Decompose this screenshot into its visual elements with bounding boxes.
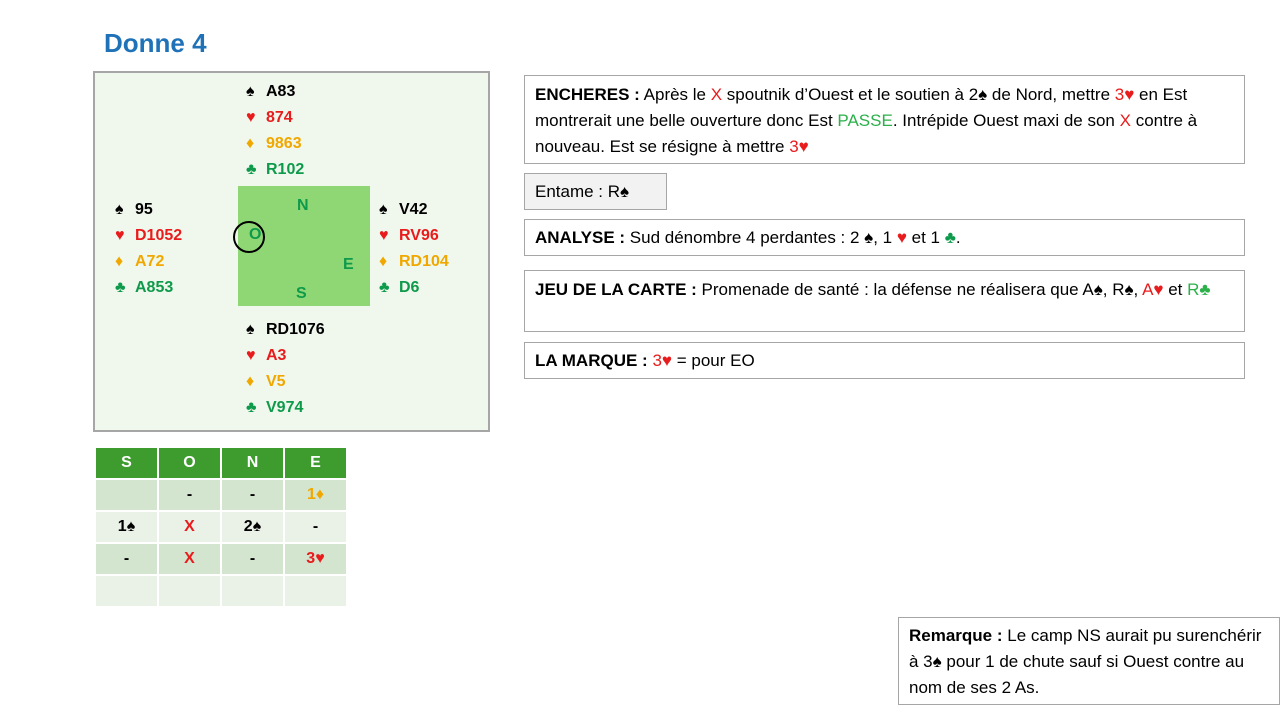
club-icon: ♣ bbox=[379, 279, 390, 296]
heart-icon: ♥ bbox=[246, 109, 256, 126]
south-hand bbox=[246, 317, 325, 421]
east-clubs: D6 bbox=[399, 279, 420, 296]
bid-cell bbox=[221, 575, 284, 607]
dealer-circle-icon bbox=[233, 221, 265, 253]
marque-bid: 3♥ bbox=[652, 351, 672, 370]
jeu-text: et bbox=[1163, 280, 1188, 299]
south-diamonds: V5 bbox=[266, 373, 286, 390]
bidding-header-o: O bbox=[158, 447, 221, 479]
bidding-row bbox=[95, 479, 347, 511]
diamond-icon: ♦ bbox=[246, 373, 255, 390]
heart-icon: ♥ bbox=[379, 227, 389, 244]
remarque-text: Le camp NS aurait pu surenchérir à 3♠ pour 1 de chute sauf si Ouest contre au nom de ses 2 As. bbox=[909, 626, 1262, 697]
encheres-x2: X bbox=[1119, 111, 1131, 130]
club-icon: ♣ bbox=[246, 161, 257, 178]
encheres-text: Après le bbox=[639, 85, 711, 104]
encheres-x1: X bbox=[710, 85, 723, 104]
spade-icon: ♠ bbox=[115, 201, 124, 218]
club-icon: ♣ bbox=[246, 399, 257, 416]
spade-icon: ♠ bbox=[246, 83, 255, 100]
west-hand bbox=[115, 197, 182, 301]
bidding-header-e: E bbox=[284, 447, 347, 479]
east-hand bbox=[379, 197, 449, 301]
bid-cell bbox=[284, 575, 347, 607]
jeu-text: Promenade de santé : la défense ne réalisera que A♠, R♠, bbox=[696, 280, 1143, 299]
page-title: Donne 4 bbox=[104, 28, 207, 58]
north-hearts: 874 bbox=[266, 109, 293, 126]
compass-south: S bbox=[296, 285, 307, 302]
south-hearts: A3 bbox=[266, 347, 287, 364]
analyse-label: ANALYSE : bbox=[535, 228, 626, 247]
diamond-icon: ♦ bbox=[379, 253, 388, 270]
encheres-text: en Est montrerait une belle ouverture donc Est bbox=[535, 85, 1188, 130]
north-diamonds: 9863 bbox=[266, 135, 302, 152]
west-clubs: A853 bbox=[135, 279, 174, 296]
marque-text: = pour EO bbox=[672, 351, 755, 370]
bid-cell: X bbox=[158, 543, 221, 575]
bidding-row bbox=[95, 575, 347, 607]
encheres-passe: PASSE bbox=[837, 111, 893, 130]
jeu-rc: R♣ bbox=[1187, 280, 1211, 299]
entame-text: Entame : R♠ bbox=[535, 182, 630, 201]
bid-cell: - bbox=[221, 479, 284, 511]
west-spades: 95 bbox=[135, 201, 153, 218]
south-spades: RD1076 bbox=[266, 321, 325, 338]
entame-box bbox=[524, 173, 667, 210]
bidding-header-n: N bbox=[221, 447, 284, 479]
jeu-box bbox=[524, 270, 1245, 332]
north-clubs: R102 bbox=[266, 161, 305, 178]
bidding-header-s: S bbox=[95, 447, 158, 479]
bid-cell: - bbox=[221, 543, 284, 575]
east-spades: V42 bbox=[399, 201, 428, 218]
bid-cell bbox=[95, 479, 158, 511]
remarque-box bbox=[898, 617, 1280, 705]
spade-icon: ♠ bbox=[246, 321, 255, 338]
bid-cell: - bbox=[284, 511, 347, 543]
north-spades: A83 bbox=[266, 83, 296, 100]
heart-icon: ♥ bbox=[246, 347, 256, 364]
analyse-text: Sud dénombre 4 perdantes : 2 ♠, 1 bbox=[625, 228, 897, 247]
compass-north: N bbox=[297, 197, 309, 214]
bid-cell: 3♥ bbox=[284, 543, 347, 575]
encheres-box bbox=[524, 75, 1245, 164]
bid-cell: X bbox=[158, 511, 221, 543]
remarque-label: Remarque : bbox=[909, 626, 1003, 645]
club-icon: ♣ bbox=[115, 279, 126, 296]
bid-cell: 1♦ bbox=[284, 479, 347, 511]
encheres-text: . Intrépide Ouest maxi de son bbox=[892, 111, 1120, 130]
west-diamonds: A72 bbox=[135, 253, 165, 270]
bid-cell: 2♠ bbox=[221, 511, 284, 543]
deal-diagram bbox=[93, 71, 490, 432]
heart-icon: ♥ bbox=[896, 228, 907, 247]
encheres-bid1: 3♥ bbox=[1114, 85, 1135, 104]
analyse-text: et 1 bbox=[906, 228, 945, 247]
bidding-table bbox=[94, 446, 348, 608]
bid-cell bbox=[95, 575, 158, 607]
east-diamonds: RD104 bbox=[399, 253, 449, 270]
bid-cell: - bbox=[95, 543, 158, 575]
club-icon: ♣ bbox=[944, 228, 956, 247]
bid-cell: - bbox=[158, 479, 221, 511]
marque-label: LA MARQUE : bbox=[535, 351, 648, 370]
south-clubs: V974 bbox=[266, 399, 304, 416]
compass-west: O bbox=[249, 226, 262, 243]
encheres-label: ENCHERES : bbox=[535, 85, 640, 104]
east-hearts: RV96 bbox=[399, 227, 439, 244]
bidding-row bbox=[95, 511, 347, 543]
bid-cell: 1♠ bbox=[95, 511, 158, 543]
north-hand bbox=[246, 79, 304, 183]
jeu-label: JEU DE LA CARTE : bbox=[535, 280, 697, 299]
bidding-row bbox=[95, 543, 347, 575]
heart-icon: ♥ bbox=[115, 227, 125, 244]
analyse-box bbox=[524, 219, 1245, 256]
marque-box bbox=[524, 342, 1245, 379]
analyse-text: . bbox=[955, 228, 961, 247]
compass-east: E bbox=[343, 256, 354, 273]
bid-cell bbox=[158, 575, 221, 607]
diamond-icon: ♦ bbox=[115, 253, 124, 270]
encheres-text: spoutnik d’Ouest et le soutien à 2♠ de Nord, mettre bbox=[722, 85, 1115, 104]
encheres-text: contre à nouveau. Est se résigne à mettre bbox=[535, 111, 1198, 156]
diamond-icon: ♦ bbox=[246, 135, 255, 152]
compass bbox=[238, 186, 370, 306]
encheres-bid2: 3♥ bbox=[789, 137, 809, 156]
jeu-ah: A♥ bbox=[1142, 280, 1164, 299]
west-hearts: D1052 bbox=[135, 227, 183, 244]
spade-icon: ♠ bbox=[379, 201, 388, 218]
